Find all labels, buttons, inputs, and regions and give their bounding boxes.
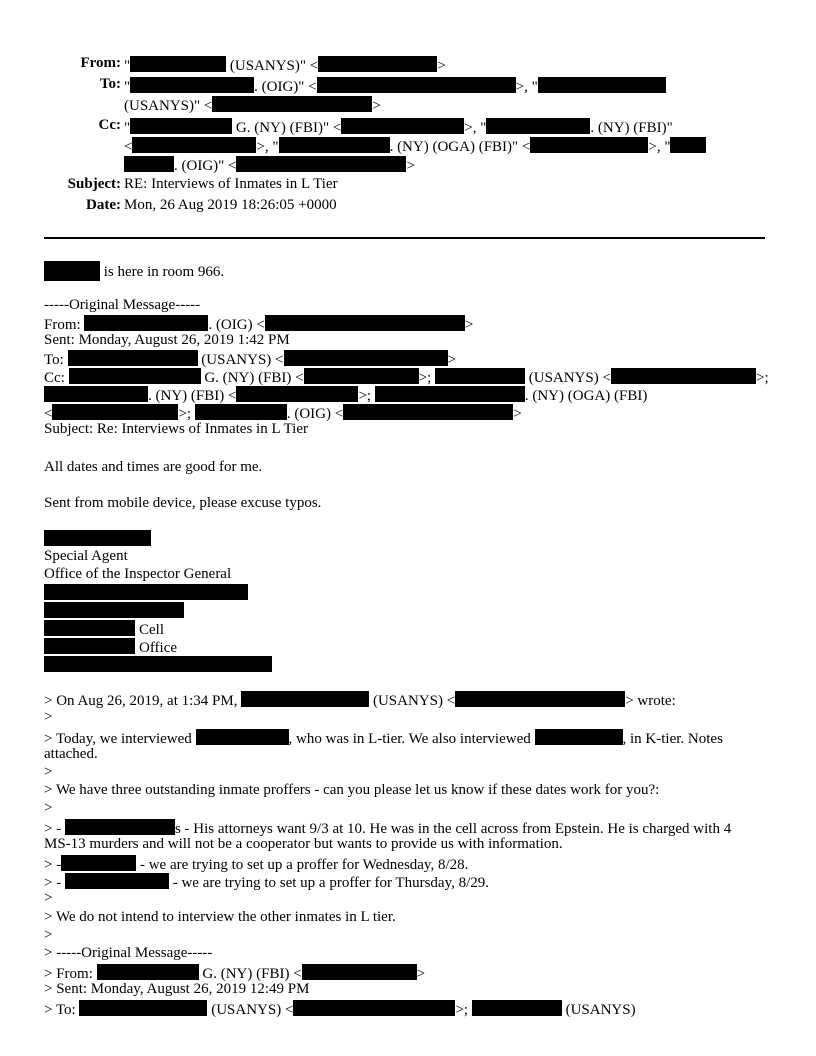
- original-to-end: >: [447, 352, 456, 368]
- redaction: [44, 584, 248, 600]
- redaction: [44, 620, 135, 636]
- quoted-original-to-text-3: (USANYS): [561, 1002, 636, 1018]
- to-label: To:: [99, 76, 121, 92]
- redaction: [455, 691, 625, 707]
- quoted-intro-text-1: > On Aug 26, 2019, at 1:34 PM,: [44, 693, 242, 709]
- to-text-3: >, ": [515, 79, 538, 95]
- original-sent: Sent: Monday, August 26, 2019 1:42 PM: [44, 332, 290, 348]
- cc-text-6: >, ": [256, 139, 279, 155]
- cc-label: Cc:: [98, 117, 121, 133]
- redaction: [435, 368, 525, 384]
- redaction: [279, 137, 390, 153]
- signature-title: Special Agent: [44, 548, 128, 564]
- original-cc-text-7: . (NY) (OGA) (FBI): [524, 388, 648, 404]
- quoted-bullet-3-prefix: > -: [44, 875, 65, 891]
- quoted-original-from: [44, 964, 425, 982]
- redaction: [375, 386, 525, 402]
- quoted-original-from-text: G. (NY) (FBI) <: [198, 966, 302, 982]
- original-message-line-2: Sent from mobile device, please excuse typos.: [44, 495, 322, 511]
- redaction: [68, 350, 198, 366]
- redaction: [69, 368, 201, 384]
- quoted-bullet-2-text: - we are trying to set up a proffer for Wednesday, 8/28.: [136, 857, 469, 873]
- original-cc-label: Cc:: [44, 370, 69, 386]
- redaction: [130, 77, 254, 93]
- redaction: [318, 56, 437, 72]
- quoted-para-3: > We do not intend to interview the other inmates in L tier.: [44, 909, 396, 925]
- to-value-line-2: [124, 96, 381, 114]
- original-cc-text-10: . (OIG) <: [286, 406, 344, 422]
- redaction: [44, 656, 272, 672]
- original-to: [44, 350, 456, 368]
- signature-name-redaction: [44, 530, 151, 548]
- quoted-original-from-label: > From:: [44, 966, 97, 982]
- quoted-blank: >: [44, 800, 53, 816]
- redaction: [472, 1000, 562, 1016]
- original-cc-text-8: <: [44, 406, 53, 422]
- redaction: [538, 77, 666, 93]
- redaction: [52, 404, 178, 420]
- from-text-1: ": [124, 58, 131, 74]
- quoted-original-to-text-2: >;: [455, 1002, 472, 1018]
- original-subject: Subject: Re: Interviews of Inmates in L Tier: [44, 421, 308, 437]
- redaction: [61, 855, 136, 871]
- quoted-bullet-1-text: s - His attorneys want 9/3 at 10. He was in the cell across from Epstein. He is charged with 4: [174, 821, 732, 837]
- from-value: [124, 56, 446, 74]
- original-from-label: From:: [44, 317, 85, 333]
- redaction: [241, 691, 369, 707]
- quoted-original-sent: > Sent: Monday, August 26, 2019 12:49 PM: [44, 981, 310, 997]
- quoted-bullet-3-text: - we are trying to set up a proffer for Thursday, 8/29.: [168, 875, 490, 891]
- cc-text-7: . (NY) (OGA) (FBI)" <: [389, 139, 531, 155]
- quoted-bullet-1: [44, 819, 731, 837]
- subject-label: Subject:: [67, 176, 121, 192]
- redaction: [304, 368, 419, 384]
- redaction: [44, 530, 151, 546]
- quoted-bullet-3: [44, 873, 489, 891]
- cc-value-line-1: [124, 118, 673, 136]
- cc-text-9: . (OIG)" <: [174, 158, 237, 174]
- signature-office-label: Office: [139, 640, 178, 656]
- redaction: [530, 137, 648, 153]
- quoted-original-from-end: >: [416, 966, 426, 982]
- original-cc-text-4: >;: [755, 370, 769, 386]
- quoted-para-1-text-1: > Today, we interviewed: [44, 731, 196, 747]
- original-cc-text-2: >;: [418, 370, 436, 386]
- cc-value-line-2: [124, 137, 706, 155]
- date-label: Date:: [86, 197, 121, 213]
- redaction: [65, 819, 175, 835]
- redaction: [84, 315, 208, 331]
- to-text-1: ": [124, 79, 131, 95]
- cc-text-2: G. (NY) (FBI)" <: [232, 120, 342, 136]
- redaction: [196, 729, 289, 745]
- redaction: [212, 96, 372, 112]
- redaction: [670, 137, 706, 153]
- quoted-intro-text-2: (USANYS) <: [369, 693, 456, 709]
- original-cc-text-3: (USANYS) <: [525, 370, 611, 386]
- to-value-line-1: [124, 77, 666, 95]
- quoted-bullet-2-prefix: > -: [44, 857, 62, 873]
- original-from-text: . (OIG) <: [208, 317, 265, 333]
- quoted-bullet-1-prefix: > -: [44, 821, 65, 837]
- redaction: [130, 56, 226, 72]
- to-text-5: >: [372, 98, 381, 114]
- from-text-2: (USANYS)" <: [226, 58, 319, 74]
- quoted-blank: >: [44, 764, 53, 780]
- header-divider: [44, 237, 765, 239]
- to-text-4: (USANYS)" <: [124, 98, 213, 114]
- cc-text-8: >, ": [648, 139, 671, 155]
- redaction: [65, 873, 169, 889]
- quoted-para-1: [44, 729, 723, 747]
- redaction: [265, 315, 465, 331]
- original-to-label: To:: [44, 352, 68, 368]
- redaction: [132, 137, 256, 153]
- redaction: [44, 602, 184, 618]
- cc-text-1: ": [124, 120, 131, 136]
- from-text-3: >: [437, 58, 446, 74]
- original-from: [44, 315, 473, 333]
- quoted-bullet-1-cont: MS-13 murders and will not be a cooperator but wants to provide us with information.: [44, 836, 563, 852]
- cc-text-10: >: [406, 158, 415, 174]
- quoted-blank: >: [44, 890, 53, 906]
- quoted-para-1-text-2: , who was in L-tier. We also interviewed: [288, 731, 535, 747]
- quoted-original-title: > -----Original Message-----: [44, 945, 213, 961]
- quoted-para-1-cont: attached.: [44, 746, 98, 762]
- cc-text-4: . (NY) (FBI)": [590, 120, 673, 136]
- signature-cell-label: Cell: [139, 622, 164, 638]
- redaction: [236, 156, 406, 172]
- redaction: [611, 368, 756, 384]
- to-text-2: . (OIG)" <: [254, 79, 317, 95]
- redaction: [124, 156, 174, 172]
- original-cc-text-6: >;: [358, 388, 375, 404]
- signature-address-2: [44, 602, 184, 620]
- quoted-bullet-2: [44, 855, 468, 873]
- original-cc-line-1: [44, 368, 769, 386]
- from-label: From:: [80, 55, 121, 71]
- redaction: [44, 386, 148, 402]
- signature-email: [44, 656, 272, 674]
- quoted-blank: >: [44, 709, 53, 725]
- quoted-para-1-text-3: , in K-tier. Notes: [622, 731, 723, 747]
- redaction: [44, 638, 135, 654]
- redaction: [343, 404, 513, 420]
- cc-text-3: >, ": [464, 120, 487, 136]
- signature-office: [44, 638, 177, 656]
- original-to-text: (USANYS) <: [197, 352, 284, 368]
- quoted-original-to: [44, 1000, 636, 1018]
- redaction: [535, 729, 623, 745]
- cc-text-5: <: [124, 139, 133, 155]
- original-cc-text-5: . (NY) (FBI) <: [148, 388, 237, 404]
- redaction: [236, 386, 358, 402]
- redaction: [195, 404, 287, 420]
- redaction: [97, 964, 199, 980]
- quoted-original-to-text-1: (USANYS) <: [207, 1002, 294, 1018]
- quoted-blank: >: [44, 927, 53, 943]
- body-text: is here in room 966.: [100, 264, 225, 280]
- quoted-para-2: > We have three outstanding inmate proffers - can you please let us know if these dates work for you?:: [44, 782, 660, 798]
- redaction: [341, 118, 464, 134]
- redaction: [284, 350, 448, 366]
- original-cc-text-11: >: [513, 406, 522, 422]
- quoted-intro-text-3: > wrote:: [625, 693, 676, 709]
- redaction: [317, 77, 516, 93]
- original-message-line-1: All dates and times are good for me.: [44, 459, 263, 475]
- date-value: Mon, 26 Aug 2019 18:26:05 +0000: [124, 197, 337, 213]
- original-cc-text-9: >;: [178, 406, 195, 422]
- redaction: [44, 261, 100, 281]
- quoted-original-to-label: > To:: [44, 1002, 80, 1018]
- original-cc-text-1: G. (NY) (FBI) <: [200, 370, 304, 386]
- redaction: [293, 1000, 455, 1016]
- signature-cell: [44, 620, 164, 638]
- body-line: [44, 261, 224, 281]
- quoted-intro: [44, 691, 676, 709]
- cc-value-line-3: [124, 156, 415, 174]
- redaction: [486, 118, 590, 134]
- redaction: [130, 118, 232, 134]
- original-message-title: -----Original Message-----: [44, 297, 201, 313]
- original-cc-line-3: [44, 404, 522, 422]
- signature-org: Office of the Inspector General: [44, 566, 232, 582]
- redaction: [302, 964, 417, 980]
- original-cc-line-2: [44, 386, 647, 404]
- signature-address-1: [44, 584, 248, 602]
- subject-value: RE: Interviews of Inmates in L Tier: [124, 176, 338, 192]
- original-from-end: >: [464, 317, 474, 333]
- redaction: [79, 1000, 207, 1016]
